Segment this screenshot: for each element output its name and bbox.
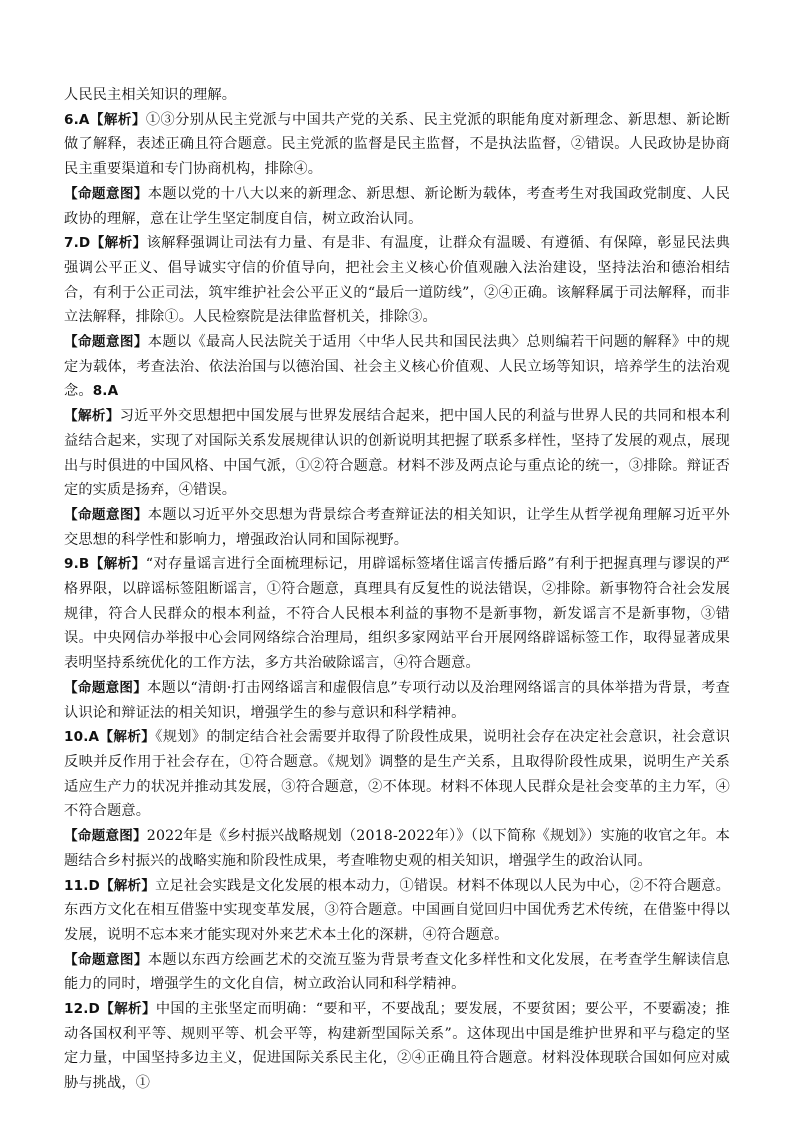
- analysis-tag: 【解析】: [64, 408, 120, 425]
- intent-10: [64, 824, 730, 873]
- question-number: 6.A: [64, 111, 90, 128]
- paragraph-text: 本题以“清朗·打击网络谣言和虚假信息”专项行动以及治理网络谣言的具体举措为背景，考查认识论和辩证法的相关知识，增强学生的参与意识和科学精神。: [64, 679, 730, 721]
- answer-10: [64, 725, 730, 824]
- question-number: 10.A: [64, 729, 100, 746]
- paragraph-text: 本题以《最高人民法院关于适用〈中华人民共和国民法典〉总则编若干问题的解释》中的规定为载体，考查法治、依法治国与以德治国、社会主义核心价值观、人民立场等知识，培养学生的法治观念。: [64, 334, 730, 400]
- intent-11: [64, 948, 730, 997]
- intent-tag: 【命题意图】: [64, 185, 148, 202]
- paragraph-text: 本题以党的十八大以来的新理念、新思想、新论断为载体，考查考生对我国政党制度、人民政协的理解，意在让学生坚定制度自信，树立政治认同。: [64, 185, 730, 227]
- paragraph-text: 《规划》的制定结合社会需要并取得了阶段性成果，说明社会存在决定社会意识，社会意识反映并反作用于社会存在，①符合题意。《规划》调整的是生产关系，且取得阶段性成果，说明生产关系适应生产力的状况并推动其发展，③符合题意，②不体现。材料不体现人民群众是社会变革的主力军，④不符合题意。: [64, 729, 730, 820]
- paragraph-text: 人民民主相关知识的理解。: [64, 87, 237, 103]
- intent-tag: 【命题意图】: [64, 679, 148, 696]
- paragraph-text: 立足社会实践是文化发展的根本动力，①错误。材料不体现以人民为中心，②不符合题意。东西方文化在相互借鉴中实现变革发展，③符合题意。中国画自觉回归中国优秀艺术传统，在借鉴中得以发展，说明不忘本来才能实现对外来艺术本土化的深耕，④符合题意。: [64, 877, 730, 943]
- answer-9: [64, 552, 730, 676]
- analysis-tag: 【解析】: [89, 556, 146, 573]
- question-number: 8.A: [92, 383, 119, 400]
- answer-explanations: [64, 83, 730, 1096]
- analysis-tag: 【解析】: [90, 235, 147, 252]
- question-number: 11.D: [64, 877, 100, 894]
- intent-9: [64, 676, 730, 725]
- intent-tag: 【命题意图】: [64, 951, 148, 968]
- paragraph-text: 该解释强调让司法有力量、有是非、有温度，让群众有温暖、有遵循、有保障，彰显民法典强调公平正义、倡导诚实守信的价值导向，把社会主义核心价值观融入法治建设，坚持法治和德治相结合，有利于公正司法，筑牢维护社会公平正义的“最后一道防线”，②④正确。该解释属于司法解释，而非立法解释，排除①。人民检察院是法律监督机关，排除③。: [64, 235, 730, 326]
- intent-7: [64, 330, 730, 404]
- intent-8: [64, 503, 730, 552]
- answer-11: [64, 874, 730, 948]
- answer-12: [64, 997, 730, 1096]
- question-number: 9.B: [64, 556, 90, 573]
- intent-tag: 【命题意图】: [64, 506, 148, 523]
- paragraph-text: 本题以习近平外交思想为背景综合考查辩证法的相关知识，让学生从哲学视角理解习近平外交思想的科学性和影响力，增强政治认同和国际视野。: [64, 506, 730, 548]
- paragraph-text: “对存量谣言进行全面梳理标记，用辟谣标签堵住谣言传播后路”有利于把握真理与谬误的严格界限，以辟谣标签阻断谣言，①符合题意，真理具有反复性的说法错误，②排除。新事物符合社会发展规律，符合人民群众的根本利益，不符合人民根本利益的事物不是新事物，新发谣言不是新事物，③错误。中央网信办举报中心会同网络综合治理局，组织多家网站平台开展网络辟谣标签工作，取得显著成果表明坚持系统优化的工作方法，多方共治破除谣言，④符合题意。: [64, 556, 730, 672]
- analysis-tag: 【解析】: [99, 877, 156, 894]
- answer-7: [64, 231, 730, 330]
- intent-6: [64, 182, 730, 231]
- analysis-tag: 【解析】: [99, 1001, 156, 1018]
- paragraph-text: 习近平外交思想把中国发展与世界发展结合起来，把中国人民的利益与世界人民的共同和根本利益结合起来，实现了对国际关系发展规律认识的创新说明其把握了联系多样性，坚持了发展的观点，展现出与时俱进的中国风格、中国气派，①②符合题意。材料不涉及两点论与重点论的统一，③排除。辩证否定的实质是扬弃，④错误。: [64, 408, 730, 499]
- answer-6: [64, 108, 730, 182]
- paragraph-text: 本题以东西方绘画艺术的交流互鉴为背景考查文化多样性和文化发展，在考查学生解读信息能力的同时，增强学生的文化自信，树立政治认同和科学精神。: [64, 951, 730, 993]
- analysis-tag: 【解析】: [89, 111, 146, 128]
- answer-8: [64, 404, 730, 503]
- question-number: 12.D: [64, 1001, 100, 1018]
- intent-tag: 【命题意图】: [64, 828, 147, 845]
- question-number: 7.D: [64, 235, 91, 252]
- paragraph-text: 2022年是《乡村振兴战略规划（2018-2022年）》（以下简称《规划》）实施的收官之年。本题结合乡村振兴的战略实施和阶段性成果，考查唯物史观的相关知识，增强学生的政治认同。: [64, 828, 730, 869]
- paragraph-text: 中国的主张坚定而明确：“要和平，不要战乱；要发展，不要贫困；要公平，不要霸凌；推动各国权利平等、规则平等、机会平等，构建新型国际关系”。这体现出中国是维护世界和平与稳定的坚定力量，中国坚持多边主义，促进国际关系民主化，②④正确且符合题意。材料没体现联合国如何应对威胁与挑战，①: [64, 1001, 730, 1092]
- intent-tag: 【命题意图】: [64, 334, 148, 351]
- paragraph-text: ①③分别从民主党派与中国共产党的关系、民主党派的职能角度对新理念、新思想、新论断做了解释，表述正确且符合题意。民主党派的监督是民主监督，不是执法监督，②错误。人民政协是协商民主重要渠道和专门协商机构，排除④。: [64, 111, 730, 178]
- paragraph-0: [64, 83, 730, 108]
- analysis-tag: 【解析】: [99, 729, 156, 746]
